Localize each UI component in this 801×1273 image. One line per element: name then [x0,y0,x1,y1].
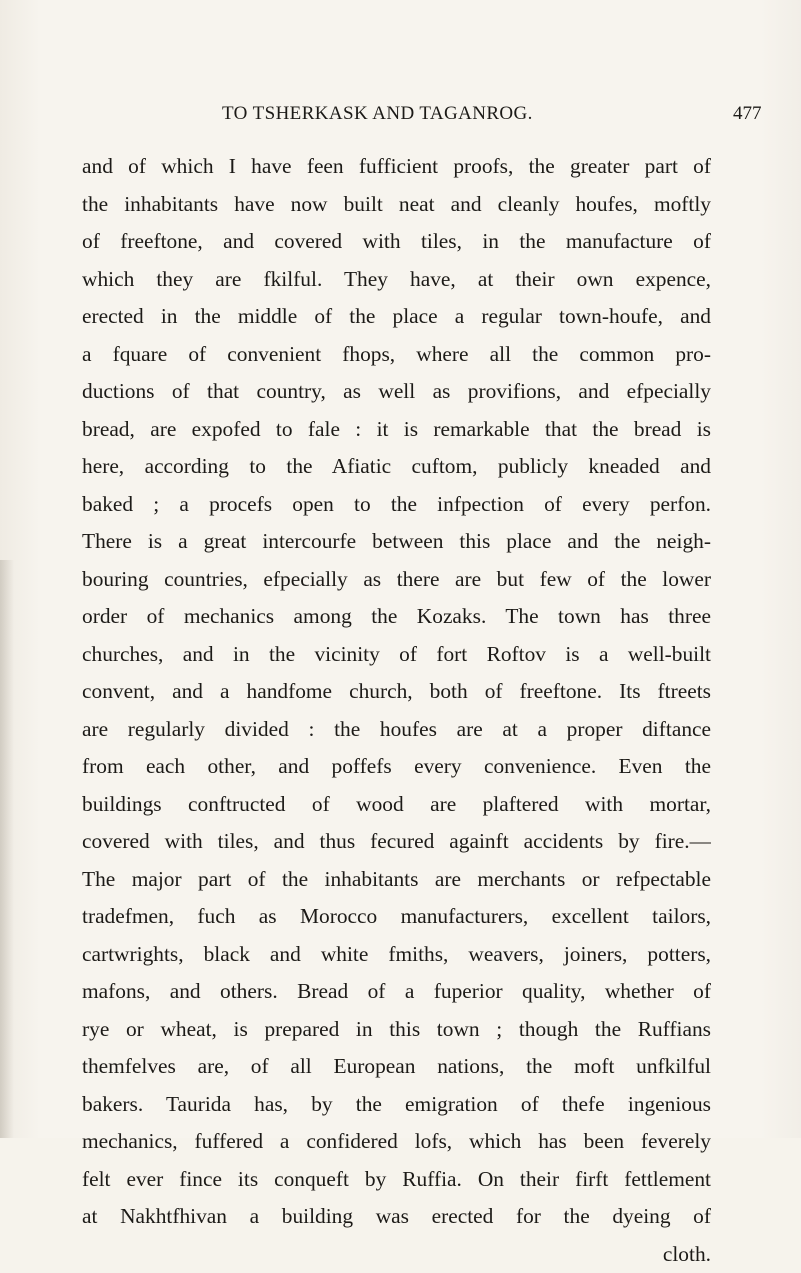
text-line: order of mechanics among the Kozaks. The town has three [82,598,711,636]
text-line: are regularly divided : the houfes are at a proper diftance [82,711,711,749]
text-line: churches, and in the vicinity of fort Roftov is a well-built [82,636,711,674]
text-line: here, according to the Afiatic cuftom, publicly kneaded and [82,448,711,486]
text-line: bread, are expofed to fale : it is remarkable that the bread is [82,411,711,449]
text-line: cloth. [82,1236,711,1273]
text-line: convent, and a handfome church, both of freeftone. Its ftreets [82,673,711,711]
text-line: a fquare of convenient fhops, where all the common pro- [82,336,711,374]
text-line: buildings conftructed of wood are plaftered with mortar, [82,786,711,824]
page-number: 477 [733,103,762,125]
text-line: from each other, and poffefs every convenience. Even the [82,748,711,786]
text-line: the inhabitants have now built neat and cleanly houfes, moftly [82,186,711,224]
text-line: bakers. Taurida has, by the emigration of thefe ingenious [82,1086,711,1124]
text-line: baked ; a procefs open to the infpection of every perfon. [82,486,711,524]
body-text [82,148,711,1273]
text-line: mafons, and others. Bread of a fuperior quality, whether of [82,973,711,1011]
text-line: mechanics, fuffered a confidered lofs, which has been feverely [82,1123,711,1161]
text-line: The major part of the inhabitants are merchants or refpectable [82,861,711,899]
text-line: themfelves are, of all European nations, the moft unfkilful [82,1048,711,1086]
text-line: rye or wheat, is prepared in this town ; though the Ruffians [82,1011,711,1049]
text-line: which they are fkilful. They have, at their own expence, [82,261,711,299]
text-line: erected in the middle of the place a regular town-houfe, and [82,298,711,336]
text-line: cartwrights, black and white fmiths, weavers, joiners, potters, [82,936,711,974]
text-line: bouring countries, efpecially as there are but few of the lower [82,561,711,599]
text-line: of freeftone, and covered with tiles, in the manufacture of [82,223,711,261]
text-line: There is a great intercourfe between this place and the neigh- [82,523,711,561]
text-line: felt ever fince its conqueft by Ruffia. On their firft fettlement [82,1161,711,1199]
text-line: covered with tiles, and thus fecured againft accidents by fire.— [82,823,711,861]
text-line: at Nakhtfhivan a building was erected for the dyeing of [82,1198,711,1236]
running-title: TO TSHERKASK AND TAGANROG. [222,103,533,125]
text-line: ductions of that country, as well as provifions, and efpecially [82,373,711,411]
gutter-shadow [0,560,14,1138]
text-line: and of which I have feen fufficient proofs, the greater part of [82,148,711,186]
text-line: tradefmen, fuch as Morocco manufacturers, excellent tailors, [82,898,711,936]
